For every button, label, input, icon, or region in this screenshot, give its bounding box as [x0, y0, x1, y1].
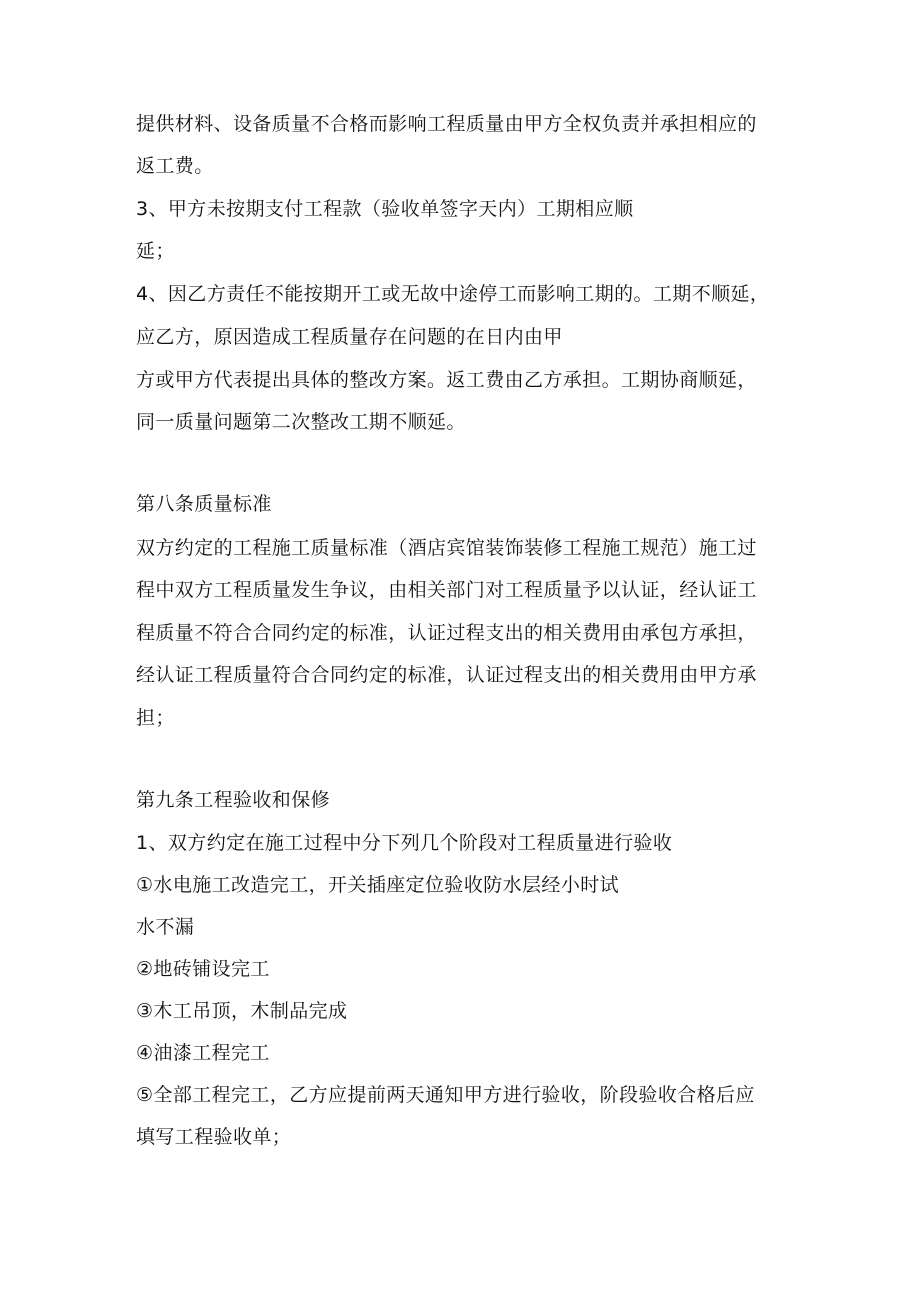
list-item: 填写工程验收单；	[136, 1126, 292, 1148]
list-item: ②地砖铺设完工	[136, 958, 270, 980]
list-item: 1、双方约定在施工过程中分下列几个阶段对工程质量进行验收	[136, 832, 673, 854]
paragraph-line: 同一质量问题第二次整改工期不顺延。	[136, 411, 466, 433]
paragraph-line: 延；	[136, 240, 175, 262]
list-item: ①水电施工改造完工，开关插座定位验收防水层经小时试	[136, 874, 620, 896]
list-item: ④油漆工程完工	[136, 1042, 270, 1064]
paragraph-line: 程质量不符合合同约定的标准，认证过程支出的相关费用由承包方承担，	[136, 622, 757, 644]
list-item: ③木工吊顶，木制品完成	[136, 1000, 348, 1022]
paragraph-line: 担；	[136, 707, 175, 729]
paragraph-line: 双方约定的工程施工质量标准（酒店宾馆装饰装修工程施工规范）施工过	[136, 537, 757, 559]
section-heading-8: 第八条质量标准	[136, 493, 272, 515]
paragraph-line: 提供材料、设备质量不合格而影响工程质量由甲方全权负责并承担相应的	[136, 113, 757, 135]
paragraph-line: 返工费。	[136, 155, 214, 177]
paragraph-line: 程中双方工程质量发生争议，由相关部门对工程质量予以认证，经认证工	[136, 579, 757, 601]
paragraph-line: 应乙方，原因造成工程质量存在问题的在日内由甲	[136, 326, 563, 348]
paragraph-line: 经认证工程质量符合合同约定的标准，认证过程支出的相关费用由甲方承	[136, 664, 757, 686]
paragraph-line: 方或甲方代表提出具体的整改方案。返工费由乙方承担。工期协商顺延，	[136, 369, 757, 391]
paragraph-line: 4、因乙方责任不能按期开工或无故中途停工而影响工期的。工期不顺延，	[136, 283, 770, 305]
paragraph-line: 3、甲方未按期支付工程款（验收单签字天内）工期相应顺	[136, 198, 634, 220]
list-item: 水不漏	[136, 916, 195, 938]
section-heading-9: 第九条工程验收和保修	[136, 789, 331, 811]
list-item: ⑤全部工程完工，乙方应提前两天通知甲方进行验收，阶段验收合格后应	[136, 1084, 755, 1106]
